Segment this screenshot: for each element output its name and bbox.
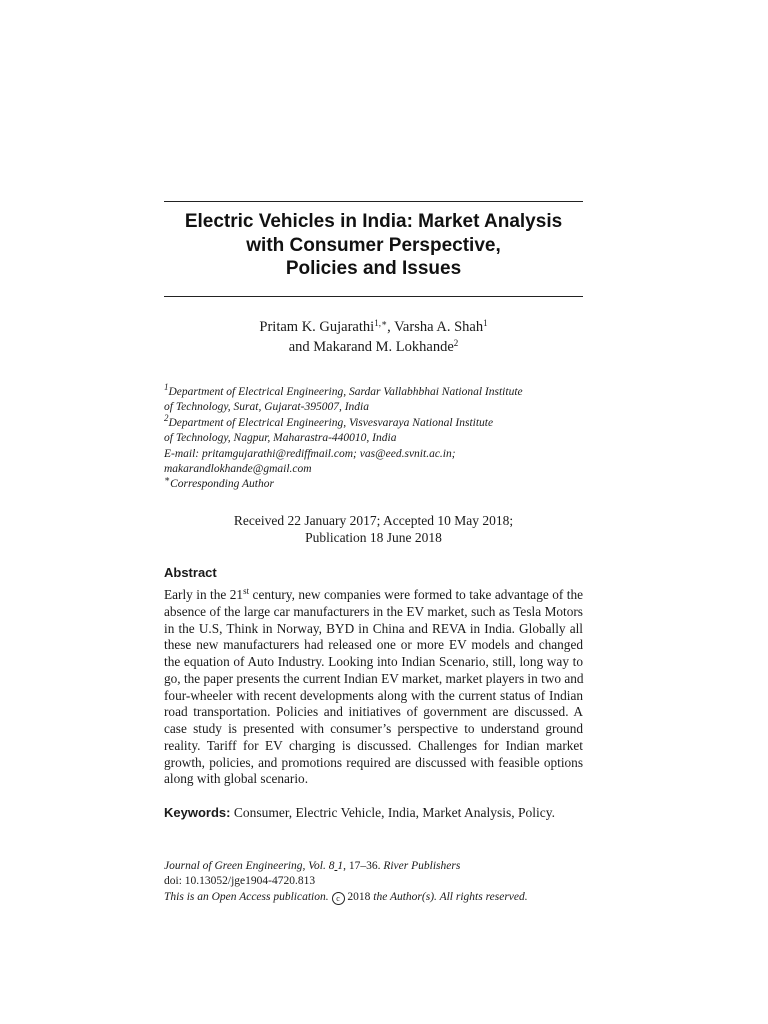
author-affiliation-marker: 2: [453, 338, 459, 348]
author-conjunction: and: [288, 339, 314, 355]
ordinal-suffix: st: [243, 586, 250, 596]
abstract-line: road transportation. Policies and initiatives of government are discussed. A: [164, 704, 583, 720]
title-top-rule: [164, 201, 583, 202]
abstract-line: the equation of Auto Industry. Looking into Indian Scenario, still, long way to: [164, 654, 583, 669]
corresponding-marker: ∗: [164, 474, 171, 485]
title-line-1: Electric Vehicles in India: Market Analysis: [184, 211, 563, 232]
abstract-line: Early in the 21st century, new companies were formed to take advantage of the: [164, 586, 584, 602]
abstract-line: in the U.S, Think in Norway, BYD in China and REVA in India. Globally all: [164, 620, 583, 636]
affiliation-2-line-1: $^2$Department of Electrical Engineering, Visvesvaraya National Institute: [164, 412, 494, 429]
email-line-2: makarandlokhande@gmail.com: [164, 463, 312, 476]
author-name: Pritam K. Gujarathi: [259, 319, 375, 335]
keywords-label: Keywords:: [164, 805, 231, 820]
abstract-line: these new manufacturers had released one or more EV models and changed: [164, 637, 583, 653]
author-name: Makarand M. Lokhande: [313, 339, 454, 355]
copyright-icon: c: [332, 892, 345, 905]
affiliations: [164, 382, 594, 493]
keywords: [164, 805, 594, 821]
paper-title: [164, 210, 583, 281]
corresponding-author-note: ∗Corresponding Author: [164, 474, 274, 491]
author-affiliation-marker: 1,∗: [374, 318, 388, 328]
abstract-line: case study is presented with consumer’s perspective to understand ground: [164, 721, 583, 736]
keywords-text: Consumer, Electric Vehicle, India, Market Analysis, Policy.: [230, 805, 555, 820]
affiliation-1-line-2: of Technology, Surat, Gujarat-395007, India: [164, 401, 369, 414]
author-affiliation-marker: 1: [483, 318, 488, 328]
received-accepted-dates: Received 22 January 2017; Accepted 10 May 2018;: [233, 513, 514, 528]
author-line-1: Pritam K. Gujarathi$^{1,∗}$, Varsha A. Shah$^1$: [259, 318, 488, 335]
affiliation-marker: 1: [164, 382, 169, 392]
author-line-2: [164, 337, 583, 357]
publication-dates: [164, 512, 583, 546]
author-list: [164, 317, 583, 357]
copyright-year: 2018: [347, 890, 371, 903]
title-line-2: with Consumer Perspective,: [246, 234, 501, 256]
abstract-line: absence of the large car manufacturers in the EV market, such as Tesla Motors: [164, 603, 583, 619]
abstract-heading: Abstract: [164, 565, 217, 580]
doi: doi: 10.13052/jge1904-4720.813: [164, 875, 316, 888]
journal-citation: Journal of Green Engineering, Vol. 8 1, 17–36. River Publishers: [164, 860, 461, 872]
title-line-3: Policies and Issues: [285, 258, 462, 279]
publisher-name: River Publishers: [383, 860, 461, 872]
email-line-1: E-mail: pritamgujarathi@rediffmail.com; vas@eed.svnit.ac.in;: [164, 447, 456, 460]
publication-date: Publication 18 June 2018: [305, 530, 442, 545]
affiliation-2-line-2: of Technology, Nagpur, Maharastra-440010, India: [164, 432, 397, 445]
affiliation-marker: 2: [164, 412, 169, 423]
journal-footer: [164, 859, 594, 905]
affiliation-1-line-1: $^1$Department of Electrical Engineering, Sardar Vallabhbhai National Institute: [164, 382, 523, 398]
abstract-line: reality. Tariff for EV charging is discussed. Challenges for Indian market: [164, 737, 583, 753]
copyright-line: This is an Open Access publication. c 2018 the Author(s). All rights reserved.: [164, 890, 528, 903]
title-bottom-rule: [164, 296, 583, 297]
abstract-line: four-wheeler with recent developments along with the current status of Indian: [164, 687, 583, 703]
author-name: Varsha A. Shah: [394, 319, 484, 335]
abstract-body: [164, 587, 583, 788]
abstract-line: growth, policies, and promotions required are discussed with feasible options: [164, 754, 583, 770]
abstract-line: go, the paper presents the current Indian EV market, market players in two and: [164, 670, 584, 686]
abstract-line: along with global scenario.: [164, 771, 309, 787]
